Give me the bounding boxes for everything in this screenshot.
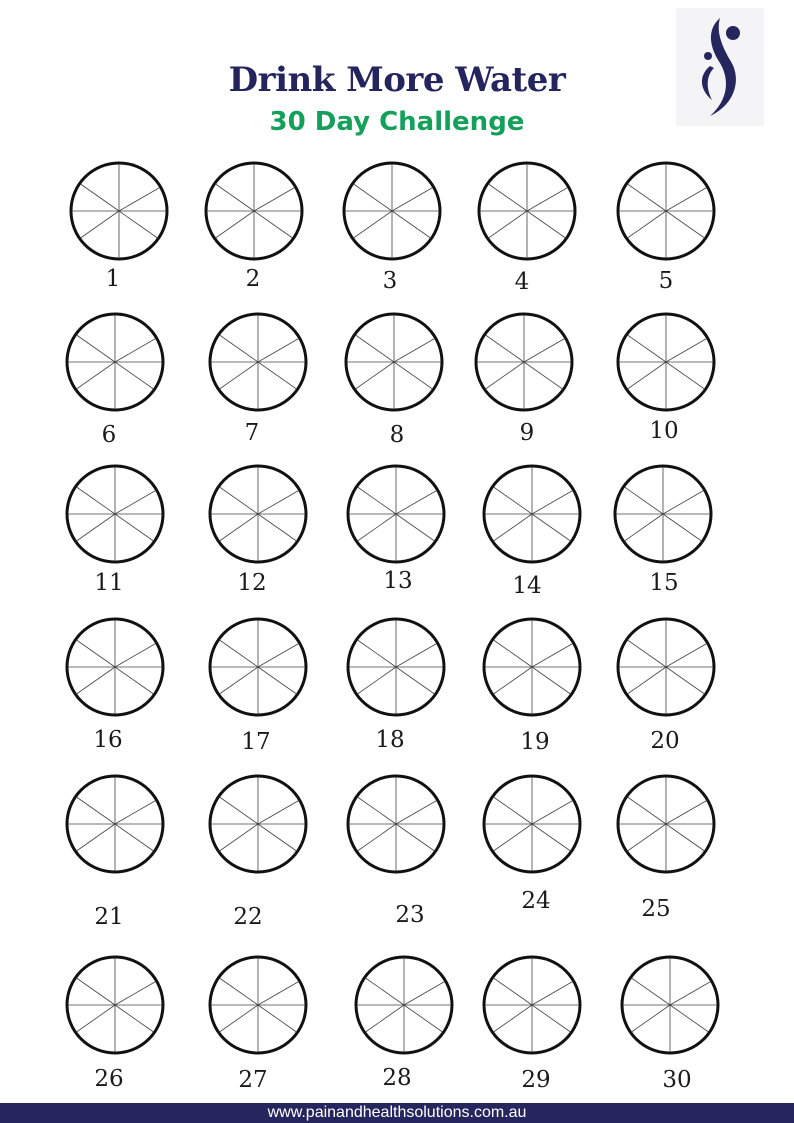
day-tracker[interactable] <box>616 161 716 261</box>
day-number: 11 <box>94 570 124 596</box>
day-tracker[interactable] <box>208 774 308 874</box>
water-glass-circle-icon <box>474 312 574 412</box>
day-tracker[interactable] <box>620 955 720 1055</box>
day-tracker[interactable] <box>65 955 165 1055</box>
water-glass-circle-icon <box>65 774 165 874</box>
website-url[interactable]: www.painandhealthsolutions.com.au <box>267 1104 527 1121</box>
day-number: 25 <box>641 896 671 922</box>
day-tracker[interactable] <box>346 464 446 564</box>
day-tracker[interactable] <box>208 617 308 717</box>
day-number: 10 <box>649 418 679 444</box>
day-tracker[interactable] <box>65 312 165 412</box>
day-number: 12 <box>237 570 267 596</box>
day-number: 2 <box>245 266 261 292</box>
day-number: 3 <box>382 268 398 294</box>
day-number: 14 <box>512 573 542 599</box>
water-glass-circle-icon <box>477 161 577 261</box>
day-number: 23 <box>395 902 425 928</box>
day-number: 16 <box>93 727 123 753</box>
day-tracker[interactable] <box>482 464 582 564</box>
day-number: 24 <box>521 888 551 914</box>
day-tracker[interactable] <box>482 955 582 1055</box>
water-glass-circle-icon <box>344 312 444 412</box>
day-tracker[interactable] <box>208 464 308 564</box>
water-glass-circle-icon <box>482 617 582 717</box>
water-glass-circle-icon <box>342 161 442 261</box>
day-tracker[interactable] <box>354 955 454 1055</box>
day-number: 21 <box>94 904 124 930</box>
water-glass-circle-icon <box>204 161 304 261</box>
day-tracker[interactable] <box>65 464 165 564</box>
day-tracker[interactable] <box>474 312 574 412</box>
day-tracker[interactable] <box>69 161 169 261</box>
day-tracker[interactable] <box>65 774 165 874</box>
water-glass-circle-icon <box>65 955 165 1055</box>
water-glass-circle-icon <box>620 955 720 1055</box>
day-tracker[interactable] <box>344 312 444 412</box>
day-tracker[interactable] <box>346 617 446 717</box>
day-number: 28 <box>382 1065 412 1091</box>
day-tracker[interactable] <box>342 161 442 261</box>
day-number: 26 <box>94 1066 124 1092</box>
water-glass-circle-icon <box>208 774 308 874</box>
water-glass-circle-icon <box>616 312 716 412</box>
water-glass-circle-icon <box>208 312 308 412</box>
day-number: 27 <box>238 1067 268 1093</box>
water-glass-circle-icon <box>346 774 446 874</box>
water-glass-circle-icon <box>65 312 165 412</box>
water-glass-circle-icon <box>65 464 165 564</box>
day-tracker[interactable] <box>482 617 582 717</box>
day-tracker[interactable] <box>65 617 165 717</box>
day-tracker[interactable] <box>208 955 308 1055</box>
day-tracker[interactable] <box>482 774 582 874</box>
water-glass-circle-icon <box>482 774 582 874</box>
water-glass-circle-icon <box>616 617 716 717</box>
day-tracker[interactable] <box>613 464 713 564</box>
day-number: 22 <box>233 904 263 930</box>
day-number: 1 <box>105 266 121 292</box>
day-number: 6 <box>101 422 117 448</box>
water-glass-circle-icon <box>616 161 716 261</box>
day-number: 19 <box>520 729 550 755</box>
day-number: 4 <box>514 269 530 295</box>
water-glass-circle-icon <box>616 774 716 874</box>
day-tracker[interactable] <box>616 312 716 412</box>
day-number: 13 <box>383 568 413 594</box>
water-glass-circle-icon <box>208 955 308 1055</box>
water-glass-circle-icon <box>208 617 308 717</box>
day-number: 29 <box>521 1067 551 1093</box>
water-glass-circle-icon <box>354 955 454 1055</box>
day-number: 5 <box>658 268 674 294</box>
water-glass-circle-icon <box>69 161 169 261</box>
water-glass-circle-icon <box>482 955 582 1055</box>
day-number: 17 <box>241 729 271 755</box>
day-tracker[interactable] <box>477 161 577 261</box>
water-glass-circle-icon <box>346 617 446 717</box>
day-tracker[interactable] <box>346 774 446 874</box>
day-number: 15 <box>649 570 679 596</box>
water-glass-circle-icon <box>65 617 165 717</box>
day-number: 18 <box>375 727 405 753</box>
water-glass-circle-icon <box>482 464 582 564</box>
day-number: 8 <box>389 422 405 448</box>
page-title: Drink More Water <box>228 60 566 100</box>
day-number: 20 <box>650 728 680 754</box>
water-glass-circle-icon <box>346 464 446 564</box>
day-number: 30 <box>662 1067 692 1093</box>
water-glass-circle-icon <box>208 464 308 564</box>
day-number: 9 <box>519 420 535 446</box>
day-tracker[interactable] <box>616 617 716 717</box>
day-tracker[interactable] <box>204 161 304 261</box>
water-glass-circle-icon <box>613 464 713 564</box>
day-number: 7 <box>244 420 260 446</box>
footer-bar <box>0 1103 794 1123</box>
day-tracker[interactable] <box>208 312 308 412</box>
day-tracker[interactable] <box>616 774 716 874</box>
page-subtitle: 30 Day Challenge <box>269 107 525 137</box>
